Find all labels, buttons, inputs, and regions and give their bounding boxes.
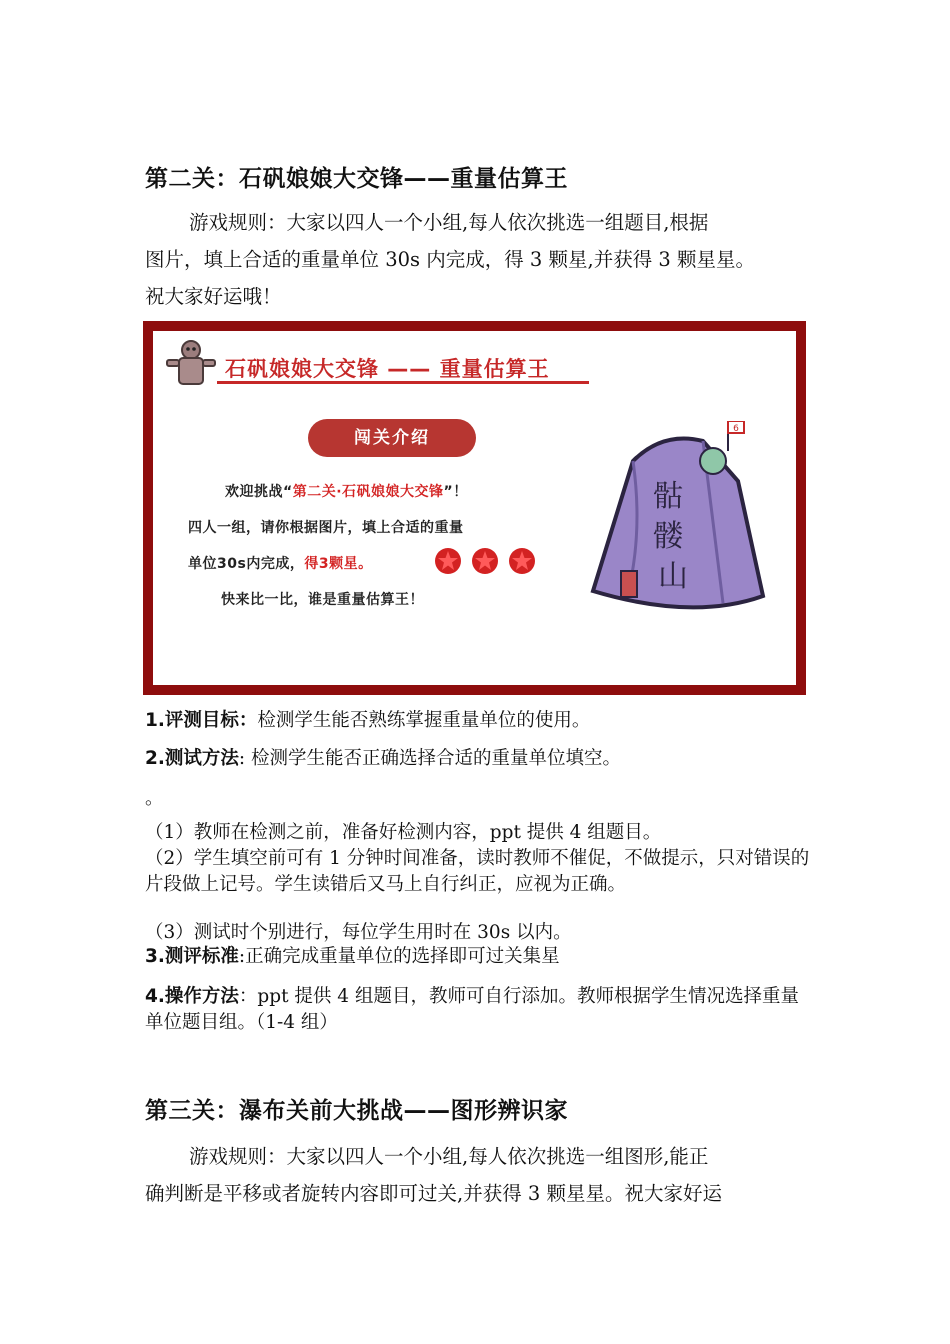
item-standard: 3.测评标准:正确完成重量单位的选择即可过关集星 — [145, 946, 560, 967]
item-goal: 1.评测目标：检测学生能否熟练掌握重量单位的使用。 — [145, 710, 591, 731]
rules-line-1: 游戏规则：大家以四人一个小组,每人依次挑选一组题目,根据 — [189, 211, 709, 234]
note-1: （1）教师在检测之前，准备好检测内容，ppt 提供 4 组题目。 — [145, 822, 662, 843]
three-stars — [433, 546, 543, 576]
section2-heading: 第二关：石矾娘娘大交锋——重量估算王 — [145, 166, 568, 192]
skull-mountain-icon — [573, 421, 773, 631]
rules-line-3: 祝大家好运哦！ — [145, 285, 282, 308]
slide-line-4: 快来比一比，谁是重量估算王！ — [221, 592, 424, 608]
note-3: （3）测试时个别进行，每位学生用时在 30s 以内。 — [145, 922, 572, 943]
section2-rules — [145, 204, 805, 315]
rules-line-2: 确判断是平移或者旋转内容即可过关,并获得 3 颗星星。祝大家好运 — [145, 1182, 723, 1205]
rules-line-1: 游戏规则：大家以四人一个小组,每人依次挑选一组图形,能正 — [189, 1145, 709, 1168]
note-2: （2）学生填空前可有 1 分钟时间准备，读时教师不催促，不做提示，只对错误的片段做上记号。学生读错后又马上自行纠正，应视为正确。 — [145, 848, 810, 895]
slide-welcome-line: 欢迎挑战“第二关·石矾娘娘大交锋”！ — [225, 484, 468, 500]
slide-line-3: 单位30s内完成，得3颗星。 — [188, 556, 373, 572]
star-icon — [509, 548, 535, 574]
slide-canvas — [153, 331, 796, 685]
svg-text:6: 6 — [733, 424, 739, 434]
star-icon — [472, 548, 498, 574]
slide-line-2: 四人一组，请你根据图片，填上合适的重量 — [188, 520, 464, 536]
slide-image — [143, 321, 806, 695]
slide-title-underline — [217, 381, 589, 384]
stone-statue-icon — [163, 336, 219, 392]
mountain-char: 骷 — [653, 479, 683, 514]
intro-pill: 闯关介绍 — [308, 419, 476, 457]
item-dot: 。 — [145, 788, 164, 809]
mountain-char: 山 — [658, 559, 688, 594]
section3-rules — [145, 1138, 805, 1212]
slide-title: 石矾娘娘大交锋 —— 重量估算王 — [225, 357, 550, 381]
star-icon — [435, 548, 461, 574]
item-method: 2.测试方法: 检测学生能否正确选择合适的重量单位填空。 — [145, 748, 622, 769]
section3-heading: 第三关：瀑布关前大挑战——图形辨识家 — [145, 1098, 568, 1124]
rules-line-2: 图片，填上合适的重量单位 30s 内完成，得 3 颗星,并获得 3 颗星星。 — [145, 248, 756, 271]
mountain-char: 髅 — [653, 519, 683, 554]
item-operation: 4.操作方法：ppt 提供 4 组题目，教师可自行添加。教师根据学生情况选择重量单位题目组。（1-4 组） — [145, 986, 799, 1033]
